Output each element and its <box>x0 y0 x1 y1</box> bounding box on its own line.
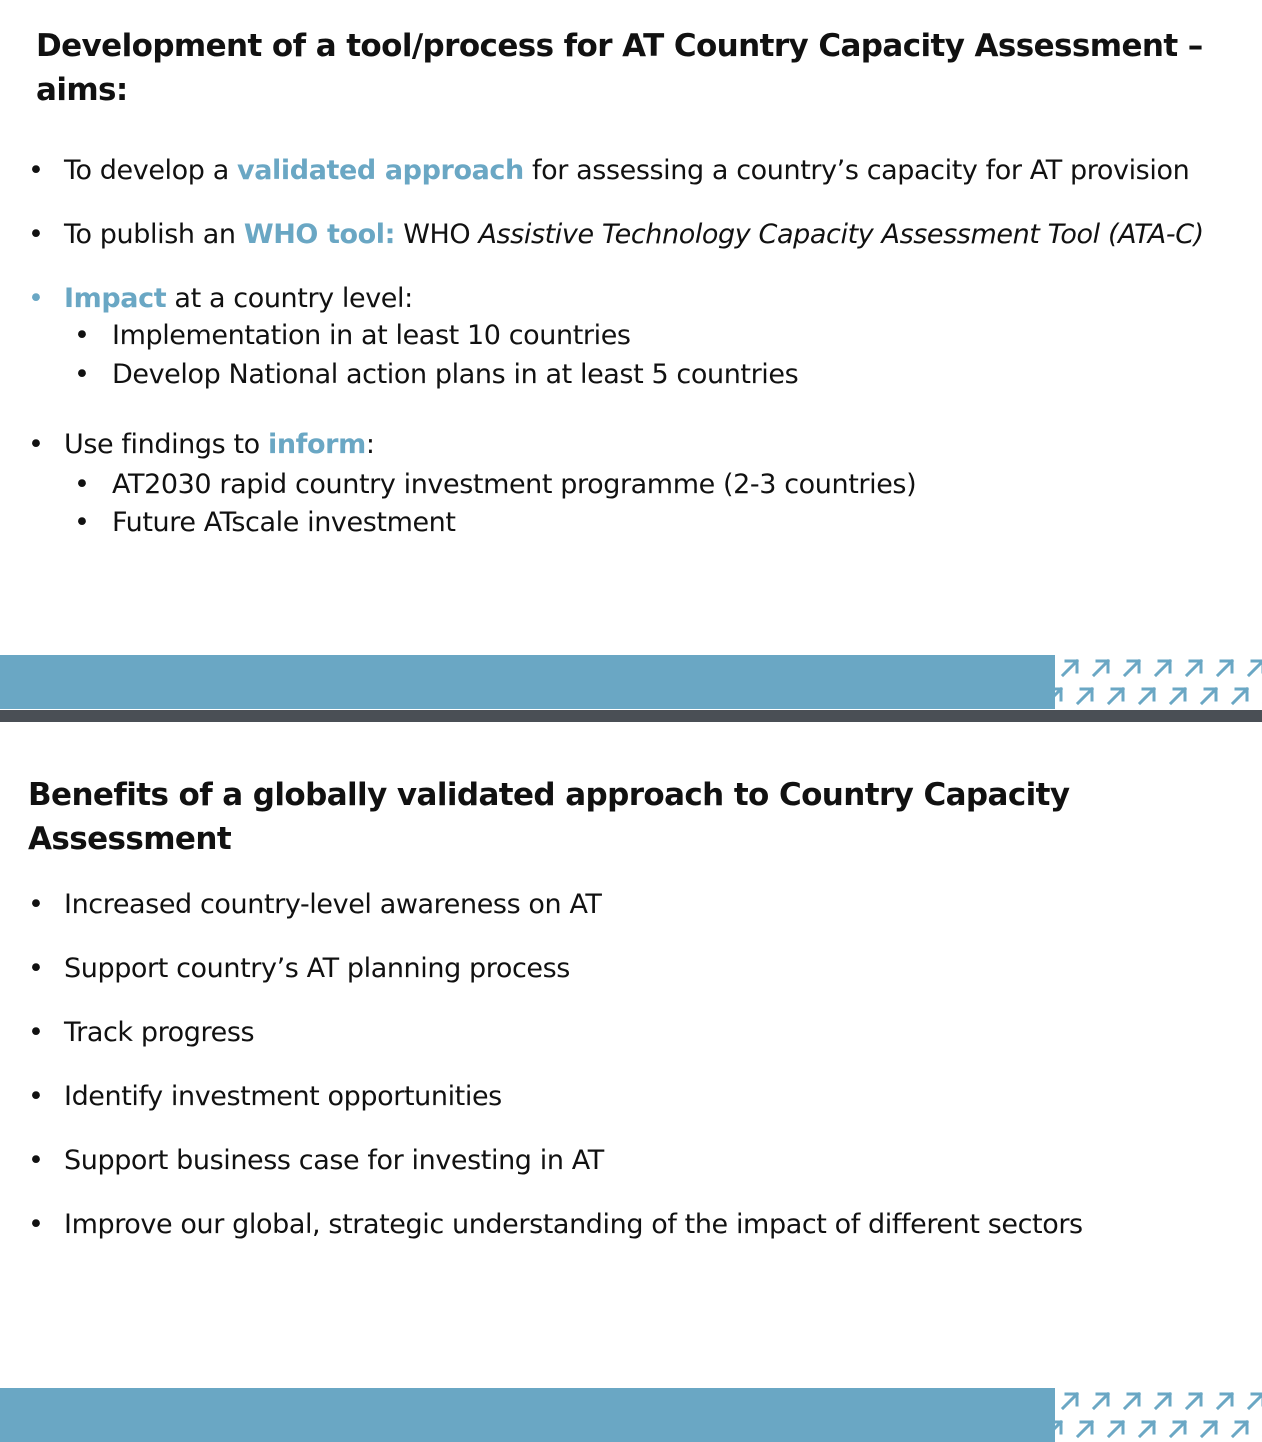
highlight-text: Impact <box>64 283 167 314</box>
slide-separator <box>0 710 1262 722</box>
bullet-icon: • <box>28 953 44 984</box>
bullet-icon: • <box>28 283 44 314</box>
arrow-pattern <box>1055 1388 1262 1442</box>
bullet-icon: • <box>74 507 90 538</box>
arrow-up-right-icon <box>1171 1422 1185 1436</box>
arrow-up-right-icon <box>1109 689 1123 703</box>
tool-name: Assistive Technology Capacity Assessment Tool (ATA-C) <box>478 219 1204 250</box>
arrow-up-right-icon <box>1249 661 1262 675</box>
arrow-up-right-icon <box>1233 1422 1247 1436</box>
slide-title: Development of a tool/process for AT Country Capacity Assessment – aims: <box>36 28 1203 108</box>
bullet-icon: • <box>74 359 90 390</box>
arrow-up-right-icon <box>1063 661 1077 675</box>
arrow-up-right-icon <box>1055 1388 1262 1442</box>
arrow-up-right-icon <box>1171 689 1185 703</box>
footer-band <box>0 655 1055 709</box>
bullet-icon: • <box>28 1017 44 1048</box>
highlight-text: WHO tool: <box>243 219 396 250</box>
arrow-up-right-icon <box>1094 661 1108 675</box>
arrow-up-right-icon <box>1109 1422 1123 1436</box>
arrow-up-right-icon <box>1055 655 1262 709</box>
bullet-icon: • <box>28 1145 44 1176</box>
arrow-up-right-icon <box>1125 661 1139 675</box>
arrow-up-right-icon <box>1094 1394 1108 1408</box>
slide-title: Benefits of a globally validated approach to Country Capacity Assessment <box>28 777 1070 857</box>
bullet-icon: • <box>28 1209 44 1240</box>
bullet-icon: • <box>28 889 44 920</box>
arrow-up-right-icon <box>1202 689 1216 703</box>
arrow-up-right-icon <box>1156 1394 1170 1408</box>
arrow-up-right-icon <box>1078 689 1092 703</box>
arrow-up-right-icon <box>1187 661 1201 675</box>
arrow-up-right-icon <box>1140 1422 1154 1436</box>
arrow-up-right-icon <box>1233 689 1247 703</box>
arrow-up-right-icon <box>1218 661 1232 675</box>
arrow-up-right-icon <box>1055 689 1061 703</box>
footer-band <box>0 1388 1055 1442</box>
arrow-up-right-icon <box>1140 689 1154 703</box>
bullet-icon: • <box>74 469 90 500</box>
bullet-icon: • <box>74 320 90 351</box>
bullet-icon: • <box>28 155 44 186</box>
arrow-up-right-icon <box>1249 1394 1262 1408</box>
arrow-up-right-icon <box>1063 1394 1077 1408</box>
arrow-up-right-icon <box>1125 1394 1139 1408</box>
bullet-icon: • <box>28 219 44 250</box>
slide-aims: Development of a tool/process for AT Country Capacity Assessment – aims: • To develop a validated approach for assessing a country’s capacity for AT provision • To publish an WHO tool: WHO Assistive Technology Capacity Assessment Tool (ATA-C) • Impact at a country level: • Implementation in at least 10 countries • Develop National action plans in at least 5 countries • Use findings to inform: • AT2030 rapid country investment programme (2-3 countries) • Future ATscale investment <box>0 0 1262 710</box>
arrow-up-right-icon <box>1078 1422 1092 1436</box>
arrow-up-right-icon <box>1055 1422 1061 1436</box>
arrow-pattern <box>1055 655 1262 709</box>
arrow-up-right-icon <box>1218 1394 1232 1408</box>
highlight-text: validated approach <box>237 155 524 186</box>
slide-benefits: Benefits of a globally validated approach to Country Capacity Assessment • Increased country-level awareness on AT • Support country’s AT planning process • Track progress • Identify investment opportunities • Support business case for investing in AT • Improve our global, strategic understanding of the impact of different sectors <box>0 722 1262 1440</box>
arrow-up-right-icon <box>1202 1422 1216 1436</box>
bullet-icon: • <box>28 1081 44 1112</box>
arrow-up-right-icon <box>1156 661 1170 675</box>
bullet-icon: • <box>28 429 44 460</box>
highlight-text: inform <box>267 429 366 460</box>
arrow-up-right-icon <box>1187 1394 1201 1408</box>
